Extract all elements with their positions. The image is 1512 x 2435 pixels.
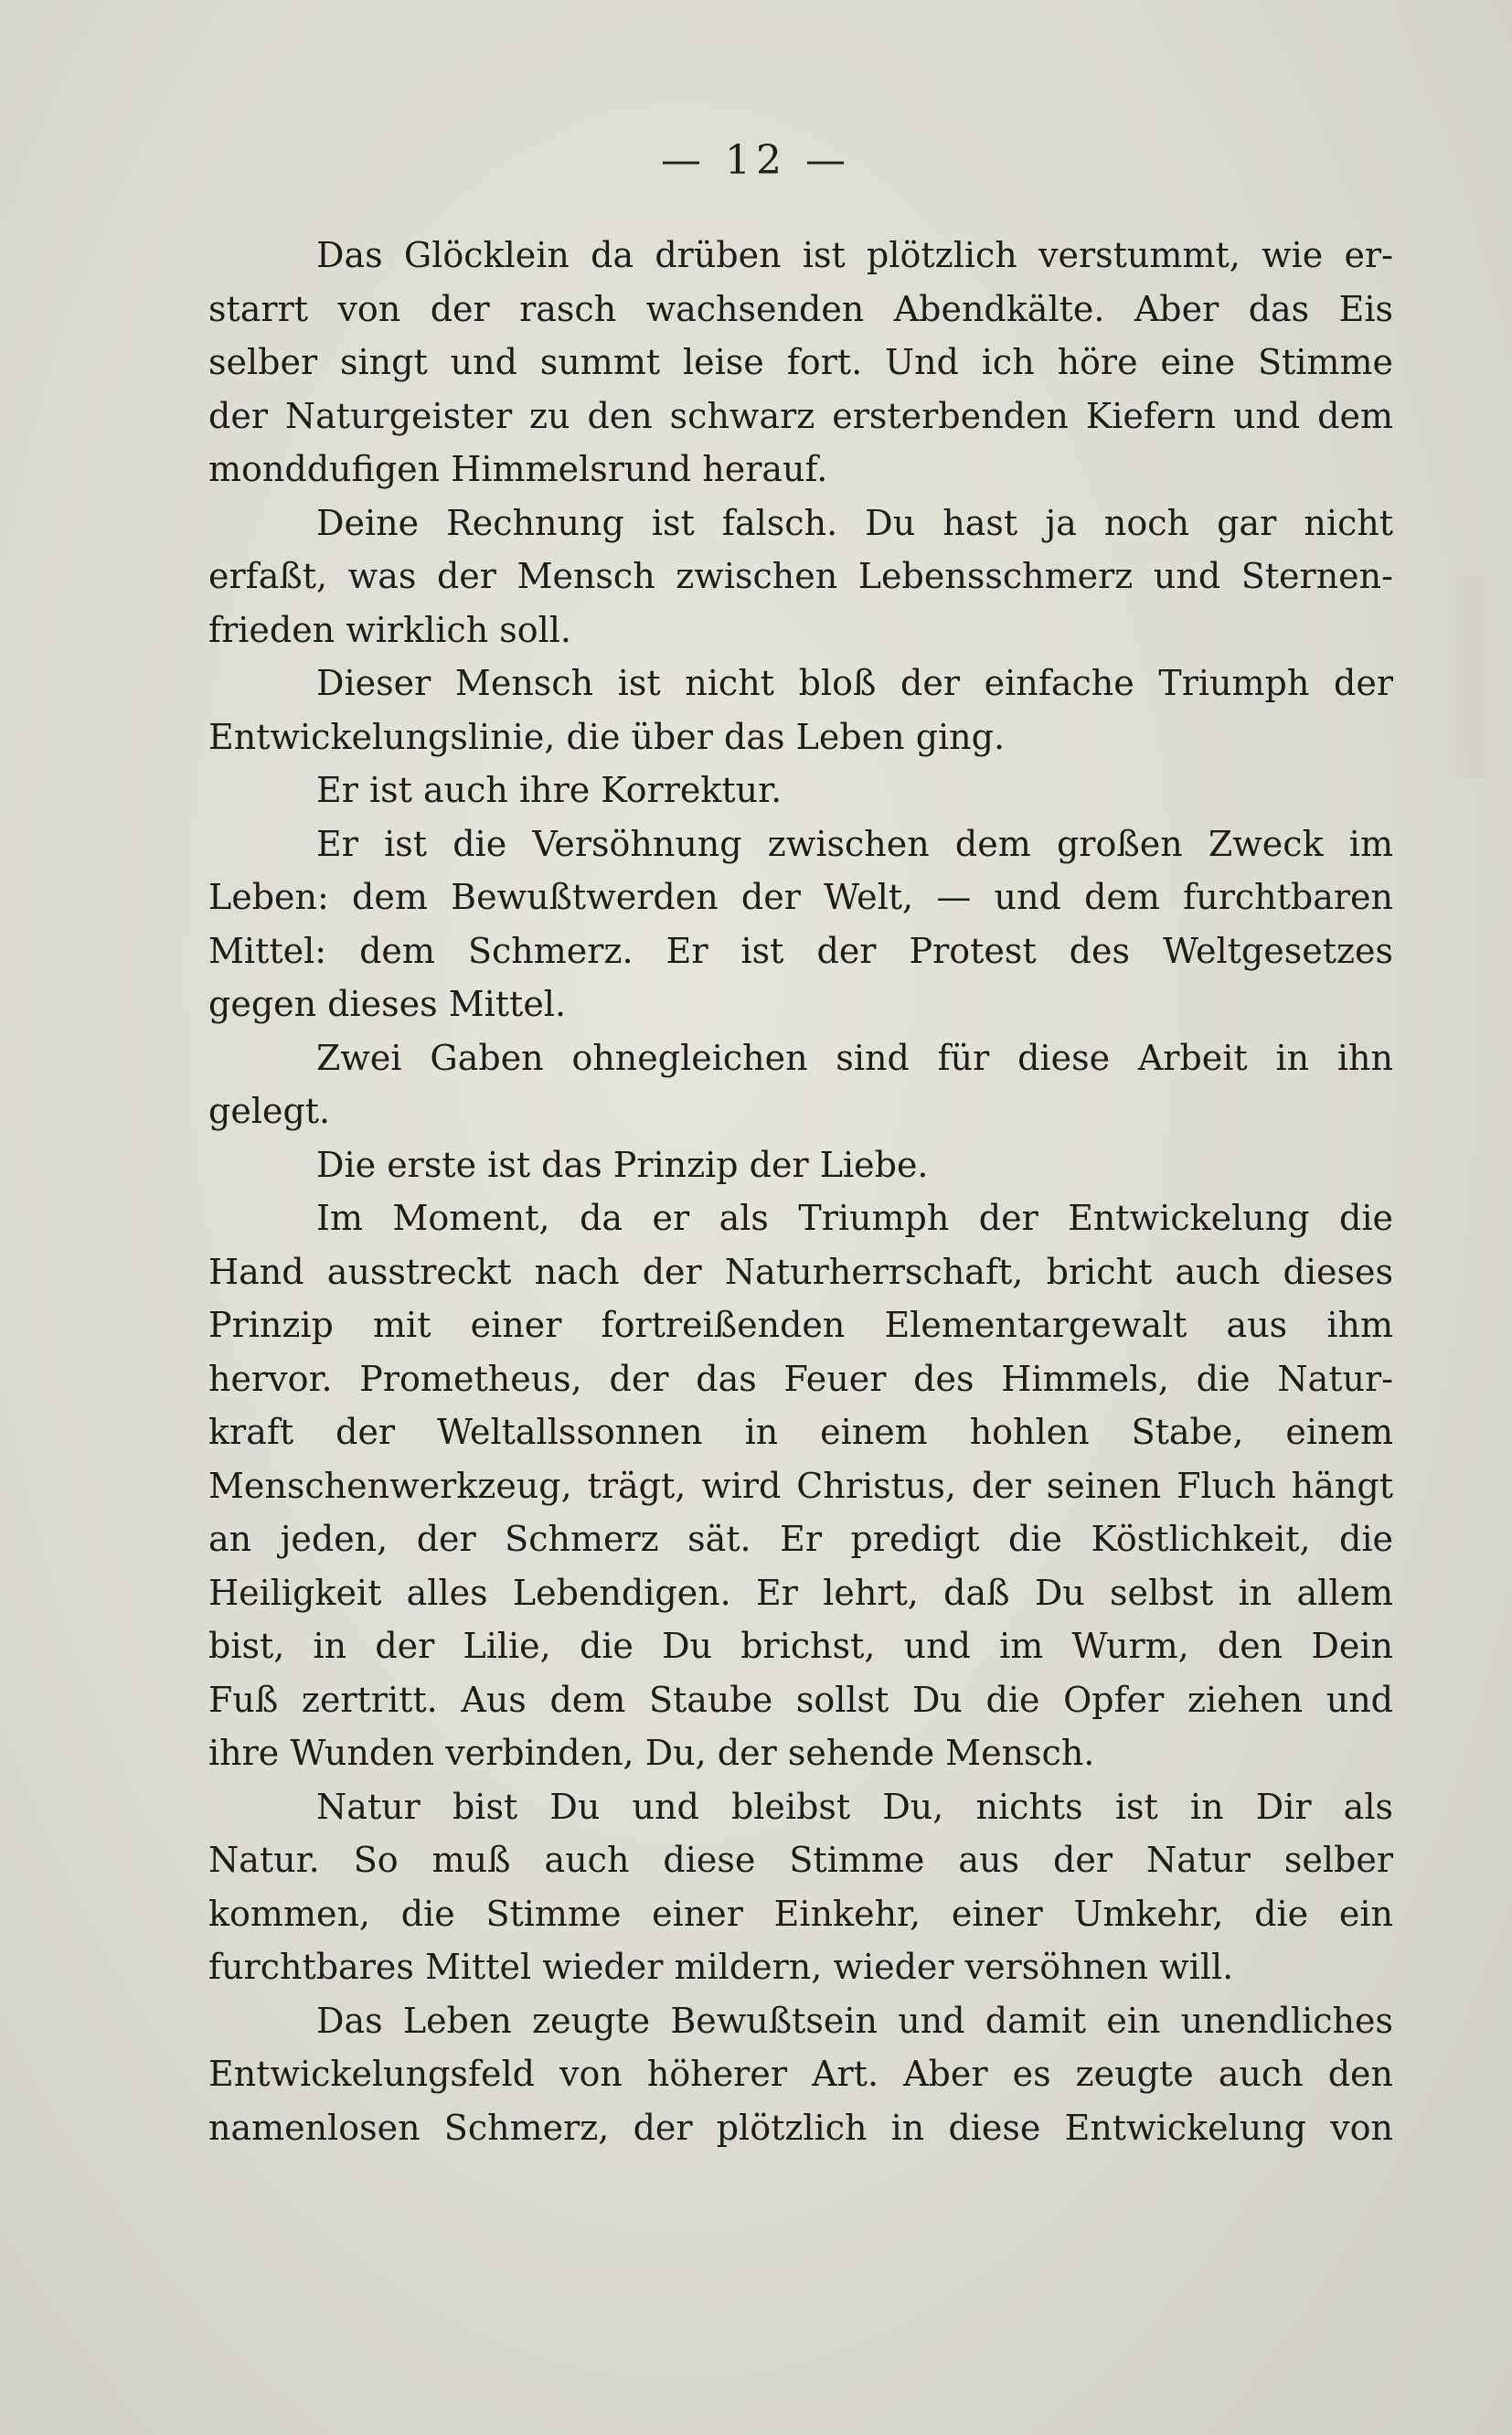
text-line: furchtbares Mittel wieder mildern, wieder versöhnen will. xyxy=(208,1947,1234,1987)
text-line: frieden wirklich soll. xyxy=(208,609,572,650)
text-line: monddufigen Himmelsrund herauf. xyxy=(208,449,828,489)
text-line: Fuß zertritt. Aus dem Staube sollst Du die Opfer ziehen und xyxy=(208,1679,1393,1720)
text-line: starrt von der rasch wachsenden Abendkälte. Aber das Eis xyxy=(208,288,1393,329)
text-line: Das Glöcklein da drüben ist plötzlich verstummt, wie er- xyxy=(316,235,1393,275)
paragraph xyxy=(208,1191,1393,1780)
text-line: Er ist auch ihre Korrektur. xyxy=(316,770,783,810)
text-line: gelegt. xyxy=(208,1091,331,1131)
text-line: Zwei Gaben ohnegleichen sind für diese Arbeit in ihn xyxy=(316,1037,1393,1078)
text-line: erfaßt, was der Mensch zwischen Lebensschmerz und Sternen- xyxy=(208,556,1393,596)
text-line: Er ist die Versöhnung zwischen dem großen Zweck im xyxy=(316,823,1393,864)
text-line: Leben: dem Bewußtwerden der Welt, — und dem furchtbaren xyxy=(208,877,1393,917)
text-line: Prinzip mit einer fortreißenden Elementargewalt aus ihm xyxy=(208,1305,1393,1345)
text-line: Entwickelungsfeld von höherer Art. Aber es zeugte auch den xyxy=(208,2054,1393,2094)
text-line: Natur bist Du und bleibst Du, nichts ist in Dir als xyxy=(316,1786,1393,1827)
paragraph xyxy=(208,1780,1393,1994)
text-line: Natur. So muß auch diese Stimme aus der Natur selber xyxy=(208,1840,1393,1880)
text-line: kraft der Weltallssonnen in einem hohlen Stabe, einem xyxy=(208,1412,1393,1452)
text-line: an jeden, der Schmerz sät. Er predigt die Köstlichkeit, die xyxy=(208,1519,1393,1559)
paragraph xyxy=(208,497,1393,657)
paragraph xyxy=(208,1138,1393,1192)
text-line: Im Moment, da er als Triumph der Entwickelung die xyxy=(316,1198,1393,1238)
text-line: Das Leben zeugte Bewußtsein und damit ein unendliches xyxy=(316,2000,1393,2041)
body-text xyxy=(208,229,1393,2154)
text-line: bist, in der Lilie, die Du brichst, und im Wurm, den Dein xyxy=(208,1626,1393,1666)
text-line: Die erste ist das Prinzip der Liebe. xyxy=(316,1144,929,1185)
paragraph xyxy=(208,657,1393,764)
text-line: Heiligkeit alles Lebendigen. Er lehrt, daß Du selbst in allem xyxy=(208,1572,1393,1613)
text-line: Mittel: dem Schmerz. Er ist der Protest des Weltgesetzes xyxy=(208,930,1393,971)
text-line: der Naturgeister zu den schwarz ersterbenden Kiefern und dem xyxy=(208,395,1393,436)
paragraph xyxy=(208,817,1393,1031)
paragraph xyxy=(208,1994,1393,2155)
text-line: ihre Wunden verbinden, Du, der sehende Mensch. xyxy=(208,1733,1095,1773)
text-line: Hand ausstreckt nach der Naturherrschaft, bricht auch dieses xyxy=(208,1251,1393,1292)
text-line: Entwickelungslinie, die über das Leben ging. xyxy=(208,716,1006,757)
text-line: Dieser Mensch ist nicht bloß der einfache Triumph der xyxy=(316,663,1393,703)
text-line: hervor. Prometheus, der das Feuer des Himmels, die Natur- xyxy=(208,1358,1393,1399)
text-line: Menschenwerkzeug, trägt, wird Christus, der seinen Fluch hängt xyxy=(208,1465,1393,1506)
page-number: — 12 — xyxy=(661,137,851,184)
page-edge-shadow xyxy=(1448,576,1485,777)
text-line: gegen dieses Mittel. xyxy=(208,984,567,1024)
text-line: Deine Rechnung ist falsch. Du hast ja noch gar nicht xyxy=(316,502,1393,543)
paragraph xyxy=(208,1031,1393,1138)
text-line: kommen, die Stimme einer Einkehr, einer Umkehr, die ein xyxy=(208,1893,1393,1934)
text-line: selber singt und summt leise fort. Und ich höre eine Stimme xyxy=(208,342,1393,382)
paragraph xyxy=(208,229,1393,497)
paragraph xyxy=(208,764,1393,817)
text-line: namenlosen Schmerz, der plötzlich in diese Entwickelung von xyxy=(208,2107,1393,2148)
